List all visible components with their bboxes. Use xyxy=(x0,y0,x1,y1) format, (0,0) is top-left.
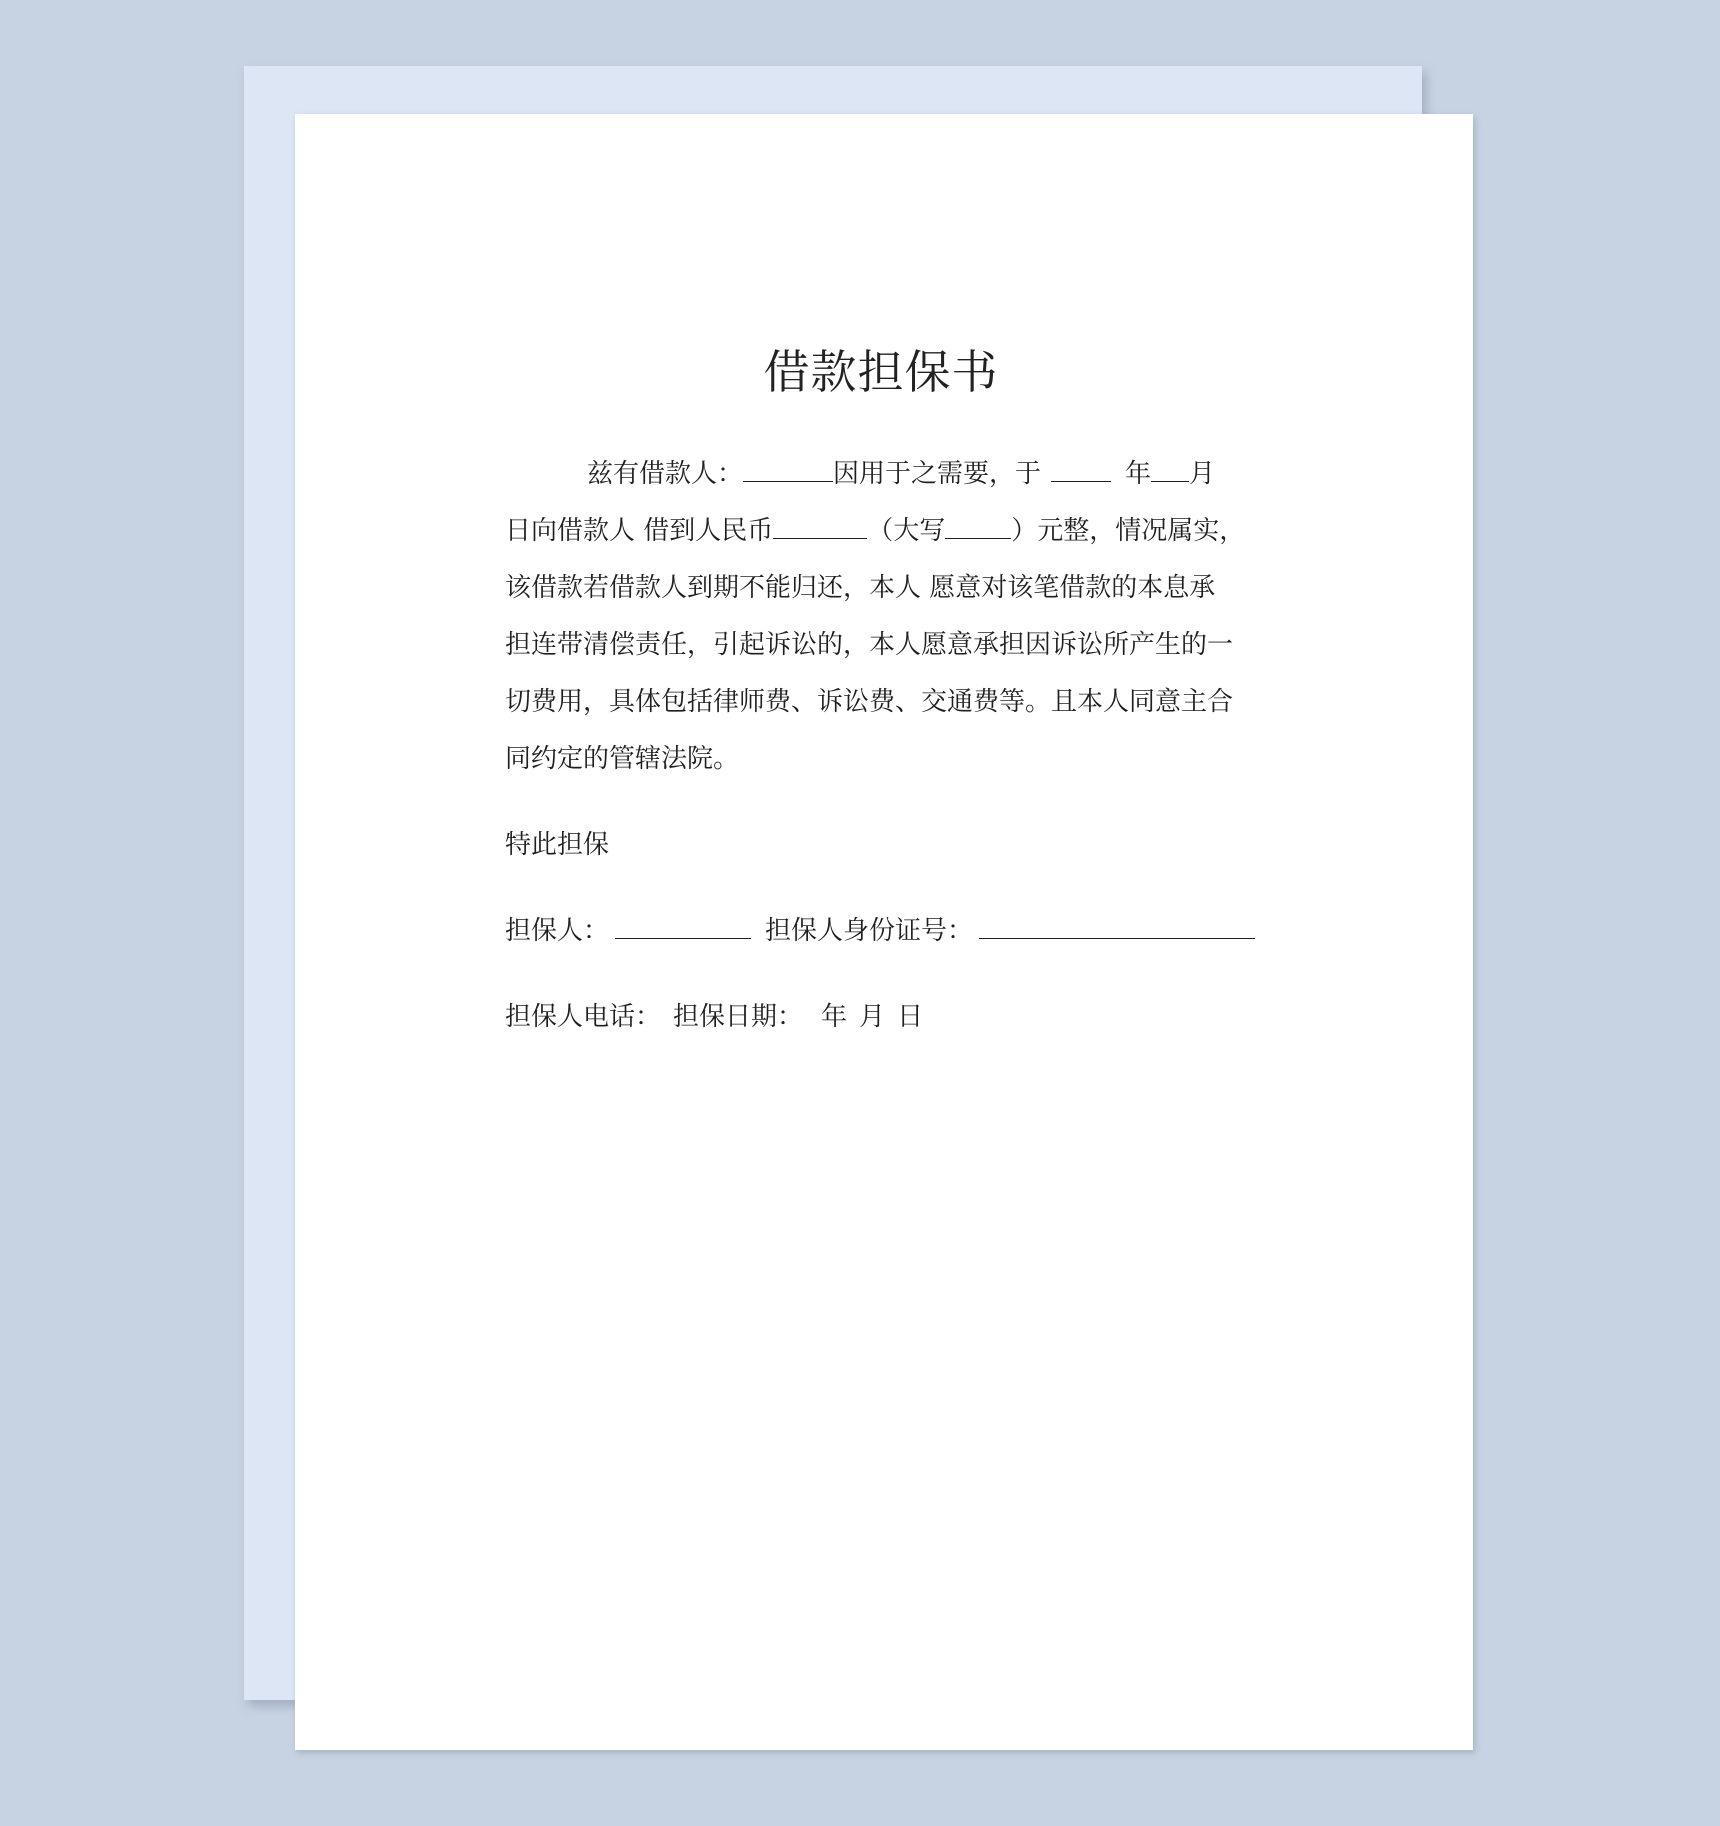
closing-text: 特此担保 xyxy=(505,830,610,860)
guarantee-date-label: 担保日期： xyxy=(673,1002,804,1032)
body-line-5: 切费用，具体包括律师费、诉讼费、交通费等。且本人同意主合 xyxy=(505,687,1234,717)
month-label: 月 xyxy=(1189,459,1216,489)
date-year-label: 年 xyxy=(821,1002,848,1032)
guarantor-contact-line xyxy=(505,1002,1257,1032)
purpose-text: 因用于之需要，于 xyxy=(833,459,1042,489)
document-title: 借款担保书 xyxy=(763,345,999,399)
body-line-4: 担连带清偿责任，引起诉讼的，本人愿意承担因诉讼所产生的一 xyxy=(505,630,1234,660)
guarantor-name-blank[interactable] xyxy=(615,916,751,939)
lend-text: 日向借款人 借到人民币 xyxy=(505,516,774,546)
guarantor-name-label: 担保人： xyxy=(505,916,610,946)
guarantor-line xyxy=(505,916,1257,946)
date-day-label: 日 xyxy=(897,1002,924,1032)
year-label: 年 xyxy=(1125,459,1152,489)
body-line-1 xyxy=(505,459,1257,489)
amount-capital-label: （大写 xyxy=(867,516,946,546)
borrower-label: 兹有借款人： xyxy=(587,459,744,489)
borrower-blank[interactable] xyxy=(743,459,833,482)
body-line-2 xyxy=(505,516,1257,546)
month-blank[interactable] xyxy=(1151,459,1189,482)
guarantor-id-label: 担保人身份证号： xyxy=(765,916,974,946)
amount-suffix-text: ）元整，情况属实， xyxy=(1011,516,1246,546)
guarantor-phone-label: 担保人电话： xyxy=(505,1002,662,1032)
date-month-label: 月 xyxy=(859,1002,886,1032)
document-page xyxy=(295,114,1473,1750)
amount-capital-blank[interactable] xyxy=(945,516,1011,539)
year-blank[interactable] xyxy=(1051,459,1111,482)
guarantor-id-blank[interactable] xyxy=(979,916,1255,939)
amount-blank[interactable] xyxy=(773,516,867,539)
body-line-6: 同约定的管辖法院。 xyxy=(505,744,740,774)
body-line-3: 该借款若借款人到期不能归还，本人 愿意对该笔借款的本息承 xyxy=(505,573,1216,603)
